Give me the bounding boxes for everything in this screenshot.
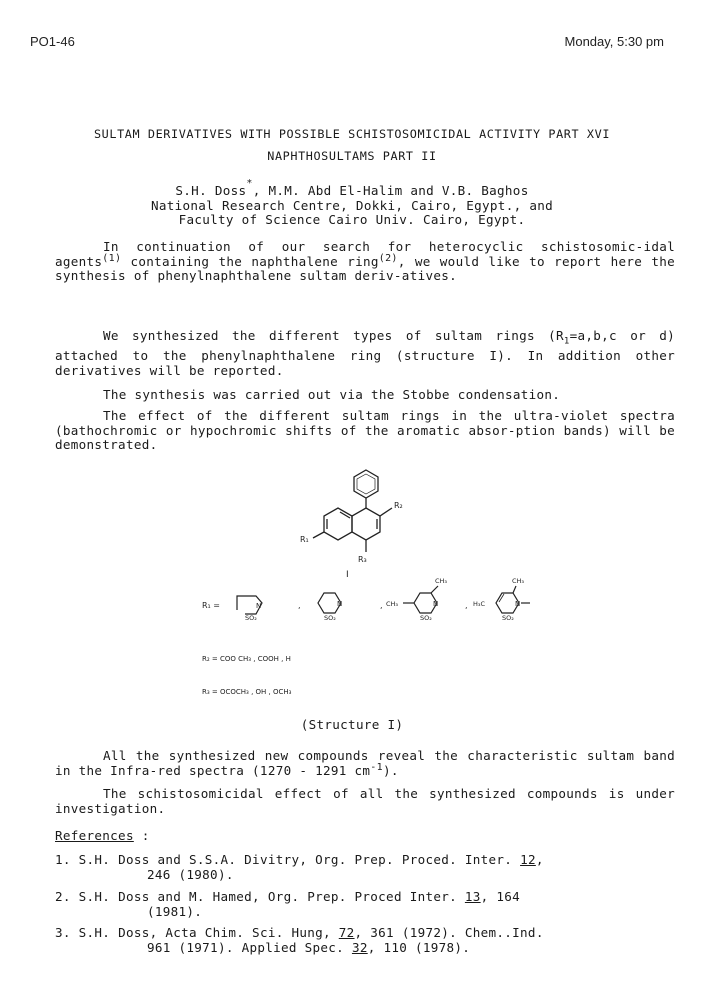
reference-cont-text: 961 (1971). Applied Spec. (147, 939, 352, 955)
affiliation-1: National Research Centre, Dokki, Cairo, Egypt., and (151, 197, 553, 213)
page-code: PO1-46 (30, 34, 75, 49)
ir-text-a: All the synthesized new compounds reveal the characteristic sultam band in the Infra-red spectra (1270 - 1291 cm (55, 748, 675, 778)
author-names (0, 178, 704, 199)
reference-volume: 12 (520, 852, 536, 867)
ir-superscript: -1 (370, 761, 383, 773)
reference-text: S.H. Doss and S.S.A. Divitry, Org. Prep. Proced. Inter. (78, 852, 521, 867)
sultam-d-so2: SO₂ (502, 614, 514, 622)
r-label-top: R₂ (394, 501, 403, 510)
intro-text-c: , we would like to report here the synthesis of phenylnaphthalene sultam deriv-atives. (55, 253, 675, 283)
reference-text: S.H. Doss and M. Hamed, Org. Prep. Proced Inter. (78, 889, 465, 904)
paragraph-uv (55, 409, 675, 453)
sultam-d-h3c: H₃C (473, 600, 486, 608)
authors-block (0, 178, 704, 228)
structure-numeral: I (346, 570, 349, 580)
reference-item (55, 890, 675, 919)
reference-text-tail: , 361 (1972). Chem..Ind. (354, 925, 544, 940)
paragraph-schistosomicidal (55, 787, 675, 816)
separator-comma-2: , (380, 601, 383, 610)
synth-text-a: We synthesized the different types of sultam rings (R (103, 328, 564, 343)
paper-title (0, 123, 704, 167)
reference-continuation: (1981). (147, 903, 203, 919)
synth-text-b: =a,b,c or d) attached to the phenylnaphthalene ring (structure I). In addition other derivatives will be reported. (55, 328, 675, 378)
sultam-c-n: N (433, 600, 439, 608)
r1-row-label: R₁ = (202, 601, 221, 610)
sultam-d-n: N (515, 600, 521, 608)
reference-text: S.H. Doss, Acta Chim. Sci. Hung, (78, 925, 339, 940)
reference-continuation (55, 941, 675, 956)
author-first: S.H. Doss (175, 183, 247, 199)
r3-options-row: R₃ = OCOCH₃ , OH , OCH₃ (202, 688, 292, 696)
sultam-b-so2: SO₂ (324, 614, 336, 622)
intro-text-b: containing the naphthalene ring (121, 253, 379, 269)
reference-volume: 72 (338, 925, 355, 940)
naphthalene-right-ring (352, 508, 380, 540)
reference-number: 3. (55, 925, 71, 940)
uv-text: The effect of the different sultam rings in the ultra-violet spectra (bathochromic or hypochromic shifts of the aromatic absor-ption bands) will be demonstrated. (55, 408, 675, 452)
paragraph-synthesis-types (55, 329, 675, 378)
sultam-c-ch3-left: CH₃ (386, 600, 399, 608)
r-label-left: R₁ (300, 535, 309, 544)
sultam-d-double-bond (499, 594, 504, 602)
page-time: Monday, 5:30 pm (564, 34, 664, 49)
sultam-c-ch3-top: CH₃ (435, 577, 448, 585)
citation-1: (1) (102, 252, 122, 264)
naphthalene-left-ring (324, 508, 352, 540)
reference-item (55, 853, 675, 882)
references-title: References (55, 828, 134, 843)
reference-text-tail: , (535, 852, 544, 867)
references-heading (55, 829, 150, 844)
reference-cont-tail: , 110 (1978). (367, 939, 471, 955)
separator-comma-1: , (298, 601, 301, 610)
stobbe-text: The synthesis was carried out via the Stobbe condensation. (103, 387, 561, 402)
sultam-a-n: N (256, 602, 262, 610)
phenyl-inner-ring (357, 474, 375, 494)
separator-comma-3: , (465, 601, 468, 610)
author-rest: , M.M. Abd El-Halim and V.B. Baghos (252, 183, 529, 199)
sultam-d-ch3-top: CH₃ (512, 577, 525, 585)
paragraph-stobbe (55, 388, 675, 403)
reference-text-tail: , 164 (480, 889, 521, 904)
paragraph-intro (55, 240, 675, 284)
r-label-bottom: R₃ (358, 555, 367, 564)
intro-text-a: In continuation of our search for heterocyclic schistosomic-idal agents (55, 239, 675, 269)
sultam-c-so2: SO₂ (420, 614, 432, 622)
reference-volume: 13 (464, 889, 481, 904)
corresponding-star: * (246, 178, 253, 189)
schisto-text: The schistosomicidal effect of all the synthesized compounds is under investigation. (55, 786, 675, 816)
r2-bond (313, 532, 324, 538)
reference-continuation: 246 (1980). (147, 866, 234, 882)
affiliation-2: Faculty of Science Cairo Univ. Cairo, Egypt. (178, 212, 526, 228)
ir-text-b: ). (382, 762, 399, 778)
paragraph-infrared (55, 749, 675, 778)
references-colon: : (133, 828, 150, 843)
r2-options-row: R₂ = COO CH₃ , COOH , H (202, 655, 291, 663)
chemical-structure (190, 462, 550, 707)
sultam-a-so2: SO₂ (245, 614, 257, 622)
title-line-2: NAPHTHOSULTAMS PART II (267, 149, 437, 163)
title-line-1: SULTAM DERIVATIVES WITH POSSIBLE SCHISTOSOMICIDAL ACTIVITY PART XVI (93, 127, 611, 141)
reference-number: 2. (55, 889, 71, 904)
reference-cont-volume: 32 (351, 939, 368, 955)
citation-2: (2) (378, 252, 398, 264)
methyl-d-top-bond (513, 586, 516, 593)
double-bond-top-left (340, 512, 350, 518)
reference-item (55, 926, 675, 955)
r-subscript: 1 (563, 336, 570, 347)
reference-number: 1. (55, 852, 71, 867)
r1-bond (380, 508, 392, 516)
sultam-b-n: N (337, 600, 343, 608)
structure-caption: (Structure I) (300, 717, 404, 732)
methyl-c-top-bond (431, 586, 438, 593)
